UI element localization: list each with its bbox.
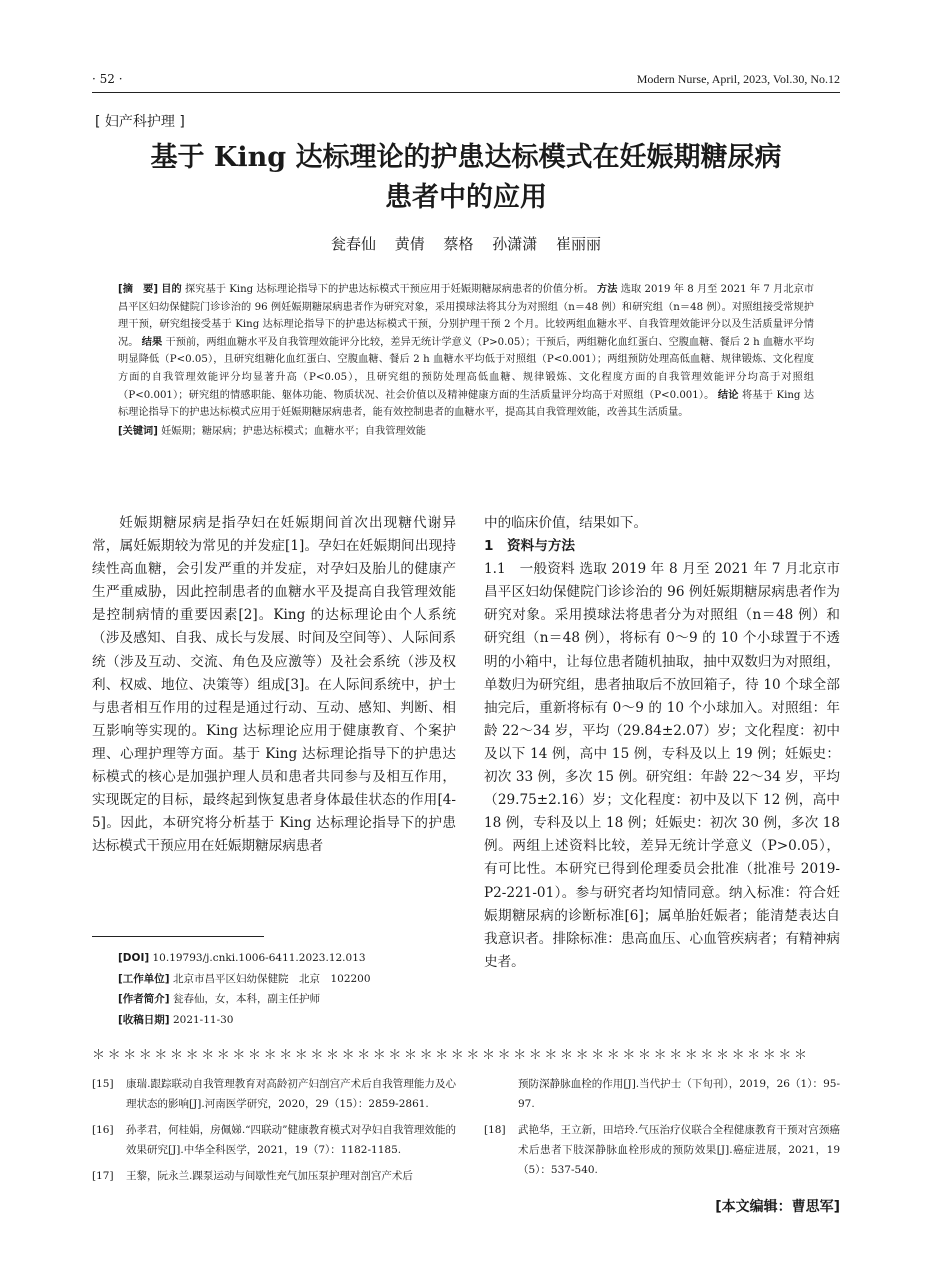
abstract-body <box>118 281 814 422</box>
result-text: 干预前，两组血糖水平及自我管理效能评分比较，差异无统计学意义（P>0.05）；干预后，两组糖化血红蛋白、空腹血糖、餐后 2 h 血糖水平均明显降低（P<0.05），且研究组糖化血红蛋白、空腹血糖、餐后 2 h 血糖水平均低于对照组（P<0.001）；两组预防处理高低血糖、规律锻炼、文化程度方面的自我管理效能评分均显著升高（P<0.05），且研究组的预防处理高低血糖、规律锻炼、文化程度方面的自我管理效能评分均高于对照组（P<0.001）；研究组的情感职能、躯体功能、物质状况、社会价值以及精神健康方面的生活质量评分均高于对照组（P<0.001）。 <box>118 336 815 401</box>
footnote-doi <box>118 948 458 969</box>
title-line-1: 基于 King 达标理论的护患达标模式在妊娠期糖尿病 <box>150 142 782 173</box>
conclusion-text: 将基于 King 达标理论指导下的护患达标模式应用于妊娠期糖尿病患者，能有效控制患者的血糖水平，提高其自我管理效能，改善其生活质量。 <box>118 389 815 419</box>
reference-text: 预防深静脉血栓的作用[J].当代护士（下旬刊），2019，26（1）：95-97. <box>518 1078 840 1110</box>
page-number: · 52 · <box>92 72 123 86</box>
footnote-text: 10.19793/j.cnki.1006-6411.2023.12.013 <box>152 952 366 964</box>
method-label: 方法 <box>597 284 618 295</box>
objective-label: 目的 <box>161 284 182 295</box>
footnote-label: [DOI] <box>118 952 150 964</box>
footnote-text: 2021-11-30 <box>172 1013 234 1026</box>
conclusion-label: 结论 <box>717 389 739 401</box>
result-label: 结果 <box>141 336 163 348</box>
reference-number: [15] <box>92 1078 114 1090</box>
reference-list-right <box>484 1074 840 1186</box>
footnote-author-bio <box>118 989 458 1010</box>
abstract-label: [摘 要] <box>118 284 159 295</box>
intro-paragraph: 妊娠期糖尿病是指孕妇在妊娠期间首次出现糖代谢异常，属妊娠期较为常见的并发症[1]。孕妇在妊娠期间出现持续性高血糖，会引发严重的并发症，对孕妇及胎儿的健康产生严重威胁，因此控制患者的血糖水平及提高自我管理效能是控制病情的重要因素[2]。King 的达标理论由个人系统（涉及感知、自我、成长与发展、时间及空间等）、人际间系统（涉及互动、交流、角色及应激等）及社会系统（涉及权利、权威、地位、决策等）组成[3]。在人际间系统中，护士与患者相互作用的过程是通过行动、互动、感知、判断、相互影响等实现的。King 达标理论应用于健康教育、个案护理、心理护理等方面。基于 King 达标理论指导下的护患达标模式的核心是加强护理人员和患者共同参与及相互作用，实现既定的目标，最终起到恢复患者身体最佳状态的作用[4-5]。因此，本研究将分析基于 King 达标理论指导下的护患达标模式干预应用在妊娠期糖尿病患者 <box>92 515 456 855</box>
keywords <box>118 423 814 441</box>
editor-credit: [本文编辑：曹思军] <box>715 1199 840 1215</box>
abstract <box>118 281 814 440</box>
footnote-text: 北京市昌平区妇幼保健院 北京 102200 <box>172 972 371 985</box>
intro-continuation: 中的临床价值，结果如下。 <box>484 515 648 531</box>
body-column-right <box>484 512 840 974</box>
body-column-left <box>92 512 456 858</box>
reference-number: [16] <box>92 1124 114 1136</box>
reference-text: 孙孝君，何桂娟，房佩娣.“四联动”健康教育模式对孕妇自我管理效能的效果研究[J].中华全科医学，2021，19（7）：1182-1185. <box>126 1124 456 1156</box>
keywords-label: [关键词] <box>118 425 158 437</box>
article-footnotes <box>118 948 458 1030</box>
reference-item <box>484 1120 840 1180</box>
reference-number: [18] <box>484 1124 506 1136</box>
footnote-divider <box>92 936 264 937</box>
star-separator: ＊＊＊＊＊＊＊＊＊＊＊＊＊＊＊＊＊＊＊＊＊＊＊＊＊＊＊＊＊＊＊＊＊＊＊＊＊＊＊＊＊＊＊＊＊＊ <box>92 1048 810 1063</box>
reference-text: 武艳华，王立新，田培玲.气压治疗仪联合全程健康教育干预对宫颈癌术后患者下肢深静脉血栓形成的预防效果[J].癌症进展，2021，19（5）：537-540. <box>518 1124 840 1176</box>
section-1-1-label: 1.1 一般资料 <box>484 561 575 578</box>
article-title <box>92 138 840 218</box>
objective-text: 探究基于 King 达标理论指导下的护患达标模式干预应用于妊娠期糖尿病患者的价值分析。 <box>185 284 594 295</box>
journal-citation: Modern Nurse, April, 2023, Vol.30, No.12 <box>636 72 840 86</box>
reference-continuation <box>484 1074 840 1114</box>
author-list: 瓮春仙 黄倩 蔡格 孙潇潇 崔丽丽 <box>330 235 602 253</box>
footnote-label: [作者简介] <box>118 993 170 1005</box>
keywords-text: 妊娠期；糖尿病；护患达标模式；血糖水平；自我管理效能 <box>161 425 426 437</box>
method-text: 选取 2019 年 8 月至 2021 年 7 月北京市昌平区妇幼保健院门诊诊治的 96 例妊娠期糖尿病患者作为研究对象，采用摸球法将其分为对照组（n＝48 例）和研究组（n＝48 例）。对照组接受常规护理干预，研究组接受基于 King 达标理论指导下的护患达标模式干预，分别护理干预 2 个月。比较两组血糖水平、自我管理效能评分以及生活质量评分情况。 <box>118 284 814 348</box>
section-1-1-text: 选取 2019 年 8 月至 2021 年 7 月北京市昌平区妇幼保健院门诊诊治的 96 例妊娠期糖尿病患者作为研究对象。采用摸球法将患者分为对照组（n＝48 例）和研究组（n＝48 例），将标有 0～9 的 10 个小球置于不透明的小箱中，让每位患者随机抽取，抽中双数归为对照组，单数归为研究组，患者抽取后不放回箱子，待 10 个球全部抽完后，重新将标有 0～9 的 10 个小球加入。对照组：年龄 22～34 岁，平均（29.84±2.07）岁；文化程度：初中及以下 14 例，高中 15 例，专科及以上 19 例；妊娠史：初次 33 例，多次 15 例。研究组：年龄 22～34 岁，平均（29.75±2.16）岁；文化程度：初中及以下 12 例，高中 18 例，专科及以上 18 例；妊娠史：初次 30 例，多次 18 例。两组上述资料比较，差异无统计学意义（P>0.05），有可比性。本研究已得到伦理委员会批准（批准号 2019-P2-221-01）。参与研究者均知情同意。纳入标准：符合妊娠期糖尿病的诊断标准[6]；属单胎妊娠者；能清楚表达自我意识者。排除标准：患高血压、心血管疾病者；有精神病史者。 <box>484 561 840 970</box>
footnote-received-date <box>118 1010 458 1031</box>
header-divider <box>92 92 840 93</box>
section-1-1-paragraph <box>484 558 840 974</box>
article-category: [ 妇产科护理 ] <box>95 114 185 130</box>
footnote-label: [收稿日期] <box>118 1013 170 1026</box>
title-line-2: 患者中的应用 <box>385 182 547 213</box>
reference-list-left <box>92 1074 456 1192</box>
reference-text: 王黎，阮永兰.踝泵运动与间歇性充气加压泵护理对剖宫产术后 <box>126 1170 413 1182</box>
footnote-text: 瓮春仙，女，本科，副主任护师 <box>172 993 320 1005</box>
reference-number: [17] <box>92 1170 114 1182</box>
reference-item <box>92 1120 456 1160</box>
reference-item <box>92 1166 456 1186</box>
footnote-affiliation <box>118 969 458 990</box>
reference-item <box>92 1074 456 1114</box>
section-1-heading: 1 资料与方法 <box>484 538 576 555</box>
reference-text: 康瑞.跟踪联动自我管理教育对高龄初产妇剖宫产术后自我管理能力及心理状态的影响[J].河南医学研究，2020，29（15）：2859-2861. <box>126 1078 456 1110</box>
footnote-label: [工作单位] <box>118 972 170 985</box>
